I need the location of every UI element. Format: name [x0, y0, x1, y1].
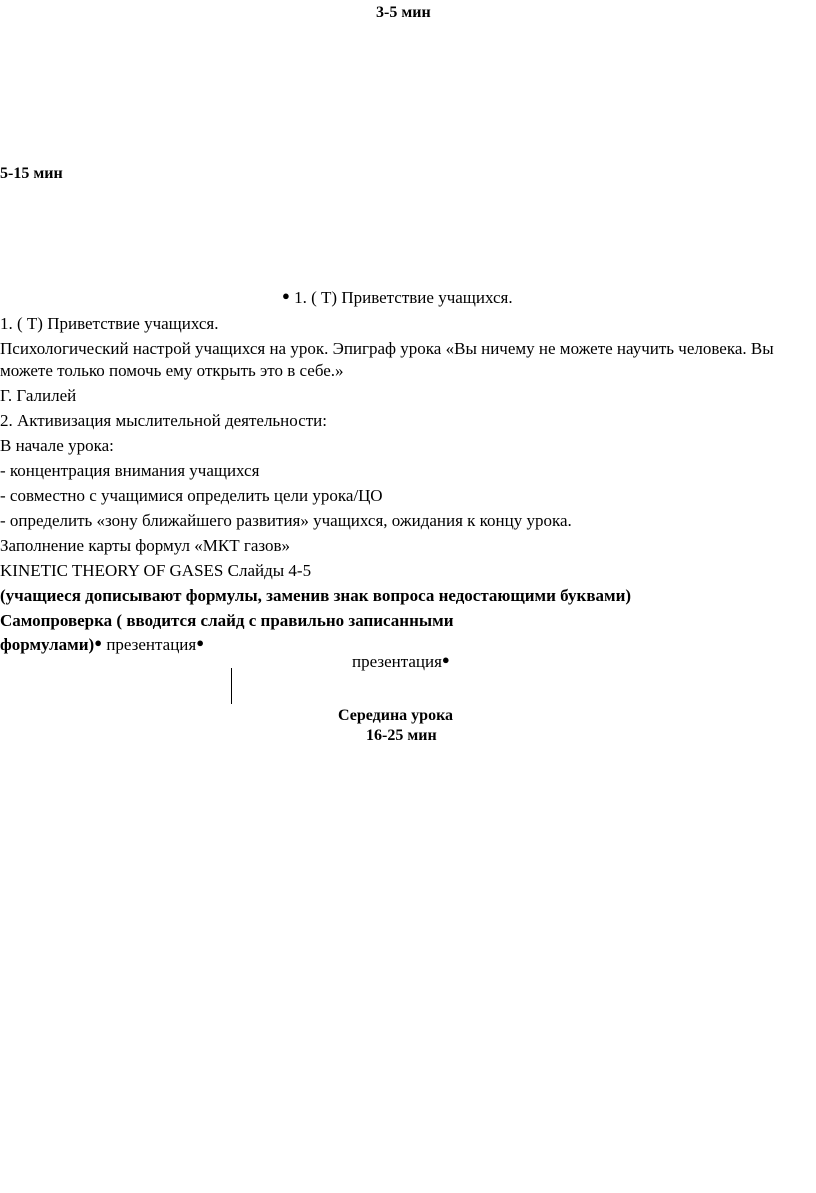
- vertical-divider: [231, 668, 232, 704]
- students-note: (учащиеся дописывают формулы, заменив знак вопроса недостающими буквами): [0, 586, 632, 605]
- author-line: Г. Галилей: [0, 386, 77, 405]
- middle-title: Середина урока: [338, 707, 454, 724]
- list-item: - концентрация внимания учащихся: [0, 461, 260, 480]
- selfcheck-line-1: Самопроверка ( вводится слайд с правильно записанными: [0, 611, 454, 630]
- selfcheck-formulas: формулами): [0, 635, 95, 654]
- presentation-right-label: презентация: [352, 652, 442, 671]
- fill-map-line: Заполнение карты формул «МКТ газов»: [0, 536, 291, 555]
- presentation-right: [352, 649, 450, 673]
- presentation-label: презентация: [106, 635, 197, 654]
- kinetic-line: KINETIC THEORY OF GASES Слайды 4-5: [0, 561, 312, 580]
- list-item: - определить «зону ближайшего развития» учащихся, ожидания к концу урока.: [0, 511, 572, 530]
- bullet-icon: ●: [196, 635, 205, 650]
- bullet-icon: ●: [441, 652, 450, 667]
- greeting-line: 1. ( Т) Приветствие учащихся.: [0, 314, 219, 333]
- list-item: - совместно с учащимися определить цели урока/ЦО: [0, 486, 383, 505]
- timing-second: 5-15 мин: [0, 165, 63, 182]
- lesson-start-line: В начале урока:: [0, 436, 114, 455]
- bullet-heading: [282, 285, 513, 309]
- bullet-heading-text: 1. ( Т) Приветствие учащихся.: [294, 288, 513, 307]
- bullet-icon: ●: [94, 635, 103, 650]
- timing-first: 3-5 мин: [376, 4, 431, 21]
- middle-time: 16-25 мин: [366, 727, 437, 744]
- lesson-body: [0, 313, 790, 659]
- bullet-icon: ●: [282, 288, 290, 303]
- psych-paragraph: Психологический настрой учащихся на урок. Эпиграф урока «Вы ничему не можете научить человека. Вы можете только помочь ему открыть это в себе.»: [0, 339, 774, 380]
- activation-line: 2. Активизация мыслительной деятельности:: [0, 411, 327, 430]
